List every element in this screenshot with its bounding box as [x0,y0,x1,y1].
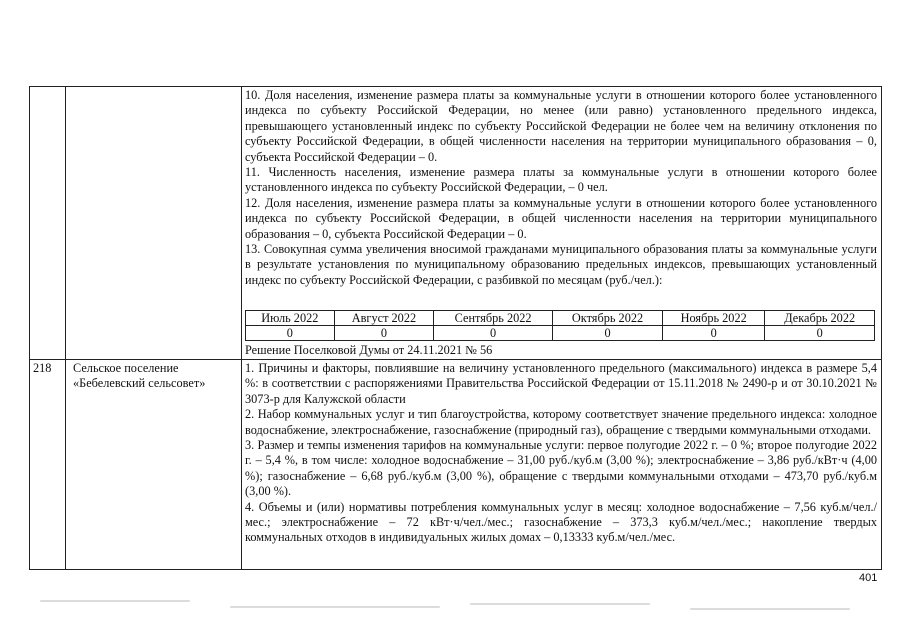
month-header: Октябрь 2022 [553,311,663,326]
paragraph-2: 2. Набор коммунальных услуг и тип благоустройства, которому соответствует значение предельного индекса: холодное водоснабжение, электроснабжение, газоснабжение (природный газ), обращение с твердыми коммунальными отходами. [245,407,877,437]
paragraph-12: 12. Доля населения, изменение размера платы за коммунальные услуги в отношении которого более установленного индекса по субъекту Российской Федерации, в общей численности населения на территории муниципального образования – 0, субъекта Российской Федерации – 0. [245,195,877,241]
paragraph-10: 10. Доля населения, изменение размера платы за коммунальные услуги в отношении которого более установленного индекса по субъекту Российской Федерации, но менее (или равно) установленного предельного индекса, превышающего установленный индекс по субъекту Российской Федерации не более чем на величину отклонения по субъекту Российской Федерации, в общей численности населения на территории муниципального образования – 0, субъекта Российской Федерации – 0. [245,88,877,164]
month-value: 0 [553,326,663,341]
month-header: Август 2022 [334,311,434,326]
table-row [246,326,875,341]
month-value: 0 [434,326,553,341]
column-divider [65,87,66,569]
paragraph-13: 13. Совокупная сумма увеличения вносимой гражданами муниципального образования платы за коммунальные услуги в результате установления по муниципальному образованию предельных индексов, превышающих установленный индекс по субъекту Российской Федерации, с разбивкой по месяцам (руб./чел.): [245,242,877,287]
scan-artifact [40,600,190,602]
month-header: Июль 2022 [246,311,335,326]
row-218-description [245,361,877,546]
scan-artifact [690,608,850,610]
month-value: 0 [246,326,335,341]
month-value: 0 [663,326,765,341]
month-header: Ноябрь 2022 [663,311,765,326]
month-header: Декабрь 2022 [765,311,875,326]
decision-reference: Решение Поселковой Думы от 24.11.2021 № 56 [245,343,493,357]
month-value: 0 [765,326,875,341]
month-header: Сентябрь 2022 [434,311,553,326]
month-value: 0 [334,326,434,341]
settlement-name: Сельское поселение «Бебелевский сельсовет» [73,361,206,391]
row-number: 218 [33,361,52,375]
scan-artifact [230,606,440,608]
table-row [246,311,875,326]
column-divider [241,87,242,569]
table-frame [29,86,882,570]
paragraph-4: 4. Объемы и (или) нормативы потребления коммунальных услуг в месяц: холодное водоснабжение – 7,56 куб.м/чел./мес.; электроснабжение – 72 кВт·ч/чел./мес.; газоснабжение – 373,3 куб.м/чел./мес.; накопление твердых коммунальных отходов в индивидуальных жилых домах – 0,13333 куб.м/чел./мес. [245,499,877,545]
paragraph-11: 11. Численность населения, изменение размера платы за коммунальные услуги в отношении которого более установленного индекса по субъекту Российской Федерации, – 0 чел. [245,165,877,195]
scan-artifact [470,603,650,605]
paragraph-1: 1. Причины и факторы, повлиявшие на величину установленного предельного (максимального) индекса в размере 5,4 %: в соответствии с распоряжениями Правительства Российской Федерации от 15.11.2018 № 2490-р и от 30.10.2021 № 3073-р для Калужской области [245,361,877,406]
continuation-cell [245,88,877,288]
row-divider [30,359,881,360]
paragraph-3: 3. Размер и темпы изменения тарифов на коммунальные услуги: первое полугодие 2022 г. – 0 %; второе полугодие 2022 г. – 5,4 %, в том числе: холодное водоснабжение – 31,00 руб./куб.м (3,00 %); электроснабжение – 3,86 руб./кВт·ч (4,00 %); газоснабжение – 6,68 руб./куб.м (3,00 %), обращение с твердыми коммунальными отходами – 473,70 руб./куб.м (3,00 %). [245,438,877,499]
monthly-sum-table [245,310,875,341]
page-number: 401 [859,572,878,584]
